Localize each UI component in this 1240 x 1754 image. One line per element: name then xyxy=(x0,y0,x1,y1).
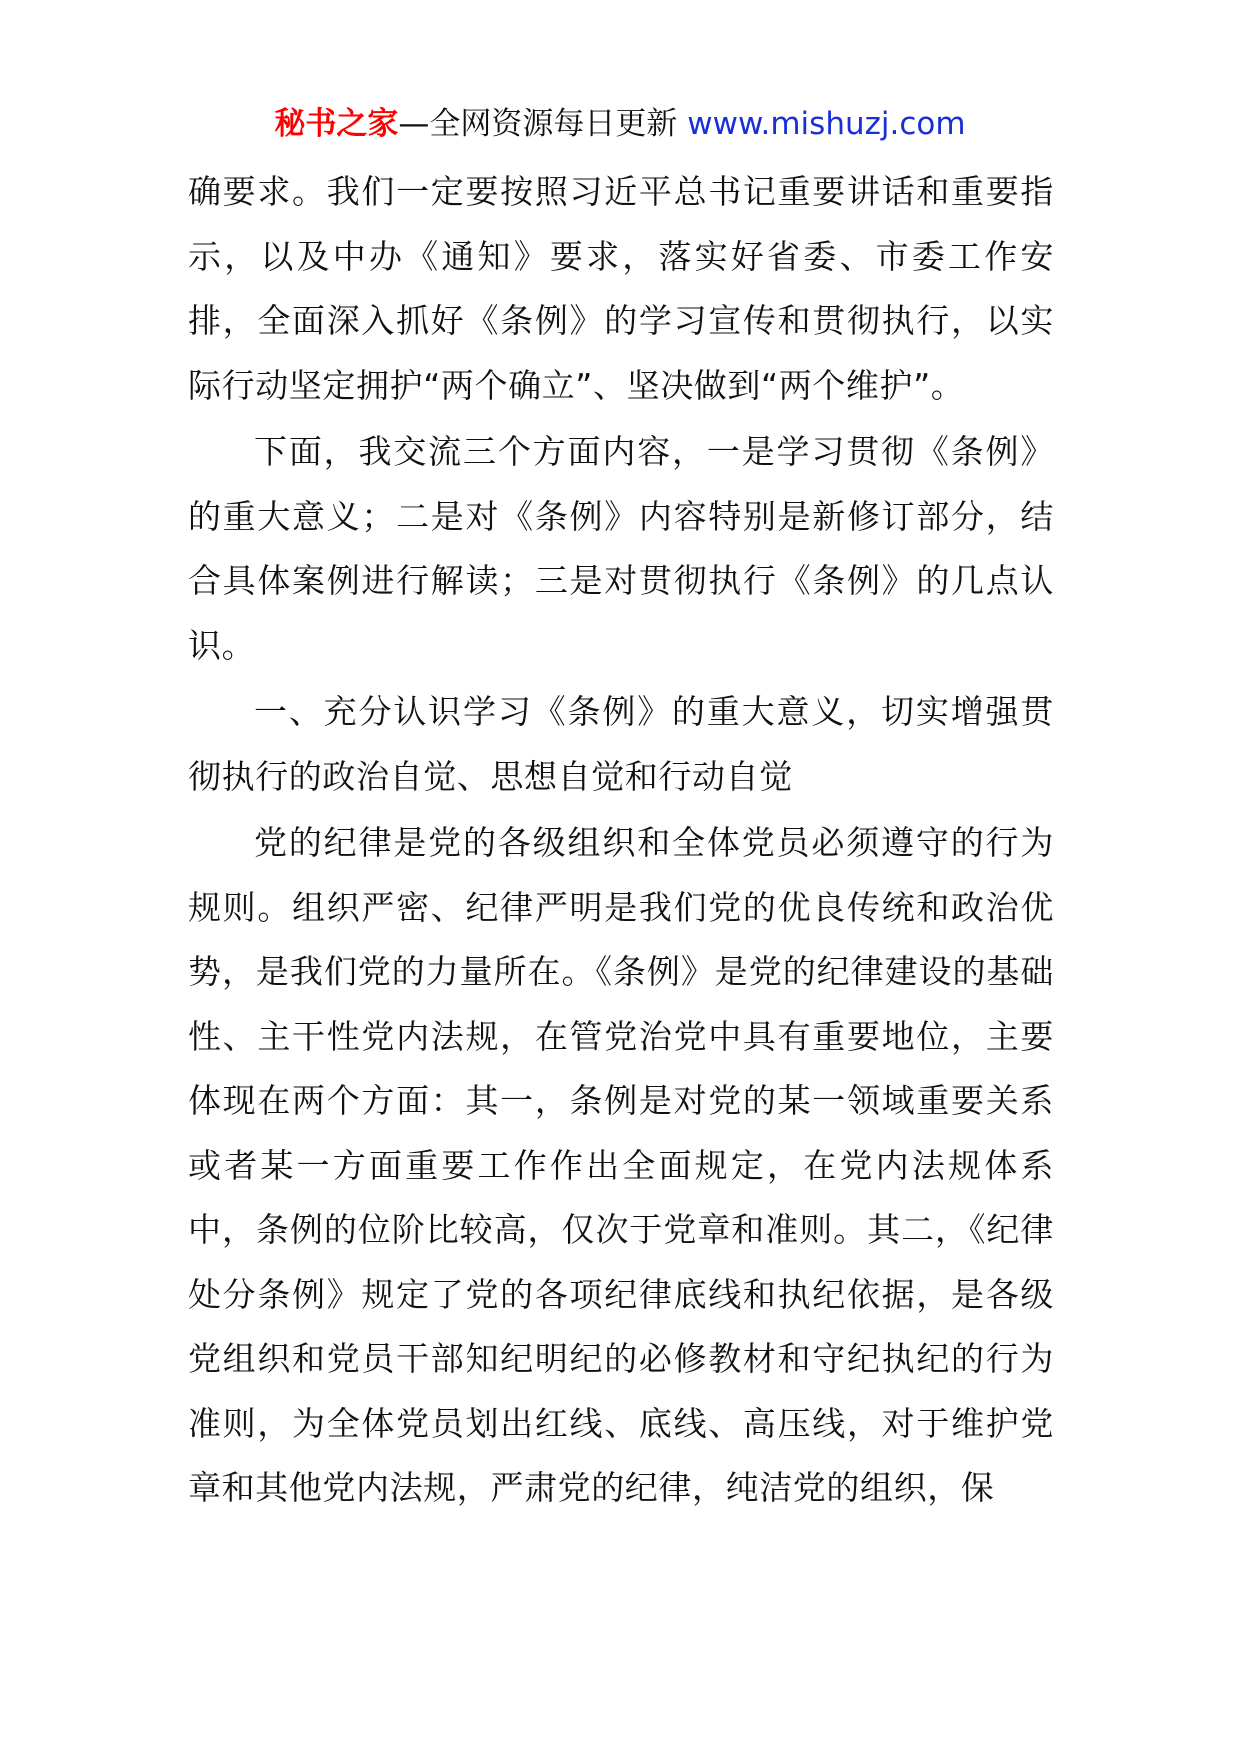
paragraph-continued: 确要求。我们一定要按照习近平总书记重要讲话和重要指示，以及中办《通知》要求，落实好省委、市委工作安排，全面深入抓好《条例》的学习宣传和贯彻执行，以实际行动坚定拥护“两个确立”、坚决做到“两个维护”。 xyxy=(188,172,1054,405)
section-heading-1: 一、充分认识学习《条例》的重大意义，切实增强贯彻执行的政治自觉、思想自觉和行动自觉 xyxy=(188,692,1054,796)
document-body xyxy=(188,160,1054,1523)
brand-name: 秘书之家 xyxy=(274,106,399,142)
paragraph-discipline: 党的纪律是党的各级组织和全体党员必须遵守的行为规则。组织严密、纪律严明是我们党的优良传统和政治优势，是我们党的力量所在。《条例》是党的纪律建设的基础性、主干性党内法规，在管党治党中具有重要地位，主要体现在两个方面：其一，条例是对党的某一领域重要关系或者某一方面重要工作作出全面规定，在党内法规体系中，条例的位阶比较高，仅次于党章和准则。其二，《纪律处分条例》规定了党的各项纪律底线和执纪依据，是各级党组织和党员干部知纪明纪的必修教材和守纪执纪的行为准则，为全体党员划出红线、底线、高压线，对于维护党章和其他党内法规，严肃党的纪律，纯洁党的组织，保 xyxy=(188,823,1054,1507)
page-header xyxy=(0,104,1240,144)
paragraph-overview: 下面，我交流三个方面内容，一是学习贯彻《条例》的重大意义；二是对《条例》内容特别是新修订部分，结合具体案例进行解读；三是对贯彻执行《条例》的几点认识。 xyxy=(188,432,1054,665)
header-tagline: —全网资源每日更新 xyxy=(398,106,678,142)
site-url-link[interactable]: www.mishuzj.com xyxy=(687,106,966,142)
